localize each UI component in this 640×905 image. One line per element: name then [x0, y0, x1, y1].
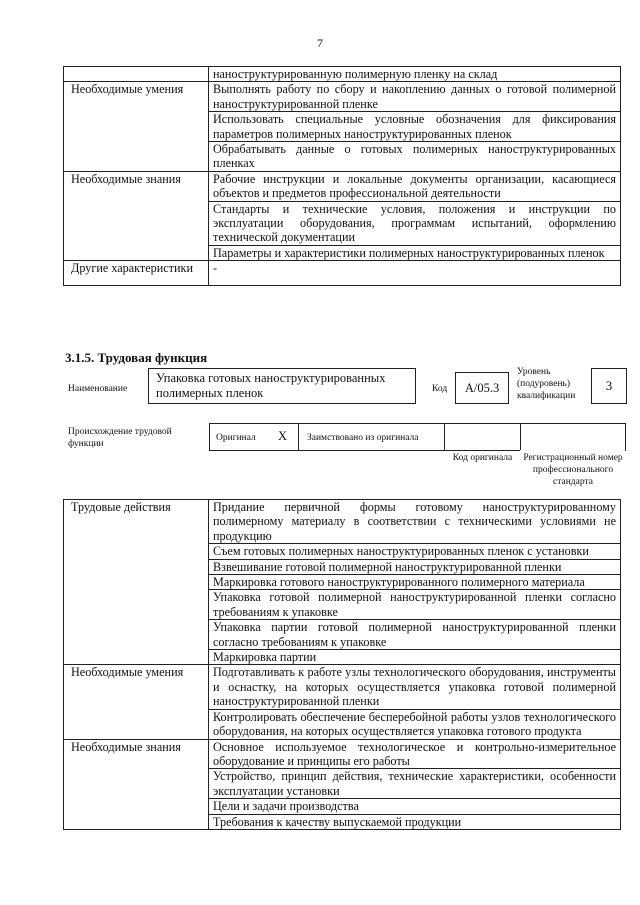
level-value: 3 [591, 368, 627, 404]
row-label: Необходимые знания [64, 171, 209, 260]
list-item: Использовать специальные условные обозначения для фиксирования параметров полимерных наноструктурированных пленок [209, 112, 621, 142]
code-original-label: Код оригинала [452, 453, 513, 463]
list-item: - [209, 261, 621, 286]
name-label: Наименование [68, 384, 128, 394]
level-label: Уровень (подуровень) квалификации [517, 367, 576, 401]
table-row [64, 261, 621, 286]
list-item: Подготавливать к работе узлы технологического оборудования, инструменты и оснастку, на которых осуществляется упаковка готовой полимерной наноструктурированной пленки [209, 665, 621, 709]
list-item: Выполнять работу по сбору и накоплению данных о готовой полимерной наноструктурированной пленке [209, 82, 621, 112]
row-label: Необходимые умения [64, 665, 209, 739]
list-item: Рабочие инструкции и локальные документы организации, касающиеся объектов и предметов профессиональной деятельности [209, 171, 621, 201]
list-item: Устройство, принцип действия, технические характеристики, особенности эксплуатации установки [209, 769, 621, 799]
list-item: Упаковка готовой полимерной наноструктурированной пленки согласно требованиям к упаковке [209, 590, 621, 620]
borrowed-label: Заимствовано из оригинала [307, 433, 419, 443]
row-label: Необходимые знания [64, 739, 209, 829]
list-item: Маркировка партии [209, 650, 621, 665]
list-item: Взвешивание готовой полимерной наноструктурированной пленки [209, 559, 621, 574]
row-label: Другие характеристики [64, 261, 209, 286]
row-label: Трудовые действия [64, 500, 209, 665]
code-value: А/05.3 [455, 372, 509, 404]
original-label: Оригинал [216, 433, 256, 443]
row-label: Необходимые умения [64, 82, 209, 171]
table-row [64, 171, 621, 201]
table-row [64, 82, 621, 112]
function-name: Упаковка готовых наноструктурированных полимерных пленок [148, 368, 416, 404]
list-item: Упаковка партии готовой полимерной наноструктурированной пленки согласно требованиям к упаковке [209, 620, 621, 650]
divider [298, 423, 299, 450]
code-label: Код [432, 384, 448, 394]
list-item: Требования к качеству выпускаемой продукции [209, 814, 621, 829]
page-number: 7 [317, 36, 323, 50]
list-item: Стандарты и технические условия, положения и инструкции по эксплуатации оборудования, программам испытаний, оформлению технической документации [209, 201, 621, 245]
list-item: Параметры и характеристики полимерных наноструктурированных пленок [209, 245, 621, 260]
list-item: Цели и задачи производства [209, 799, 621, 814]
list-item: Обрабатывать данные о готовых полимерных наноструктурированных пленках [209, 142, 621, 172]
list-item: Маркировка готового наноструктурированного полимерного материала [209, 575, 621, 590]
divider [444, 423, 445, 450]
list-item: Съем готовых полимерных наноструктурированных пленок с установки [209, 544, 621, 559]
original-mark: X [278, 429, 288, 443]
divider [520, 423, 521, 450]
reg-number-label: Регистрационный номер профессионального стандарта [523, 453, 623, 487]
requirements-table-1 [63, 66, 621, 286]
row-label [64, 67, 209, 82]
divider [209, 450, 520, 451]
list-item: Придание первичной формы готовому наноструктурированному полимерному материалу в соответствии с техническими условиями не продукцию [209, 500, 621, 544]
list-item: наноструктурированную полимерную пленку на склад [209, 67, 621, 82]
table-row [64, 665, 621, 709]
table-row [64, 67, 621, 82]
list-item: Основное используемое технологическое и контрольно-измерительное оборудование и принципы его работы [209, 739, 621, 769]
requirements-table-2 [63, 499, 621, 830]
section-title: 3.1.5. Трудовая функция [65, 350, 208, 365]
origin-label: Происхождение трудовой функции [68, 427, 172, 449]
table-row [64, 500, 621, 544]
list-item: Контролировать обеспечение бесперебойной работы узлов технологического оборудования, на которых осуществляется упаковка готового продукта [209, 709, 621, 739]
table-row [64, 739, 621, 769]
